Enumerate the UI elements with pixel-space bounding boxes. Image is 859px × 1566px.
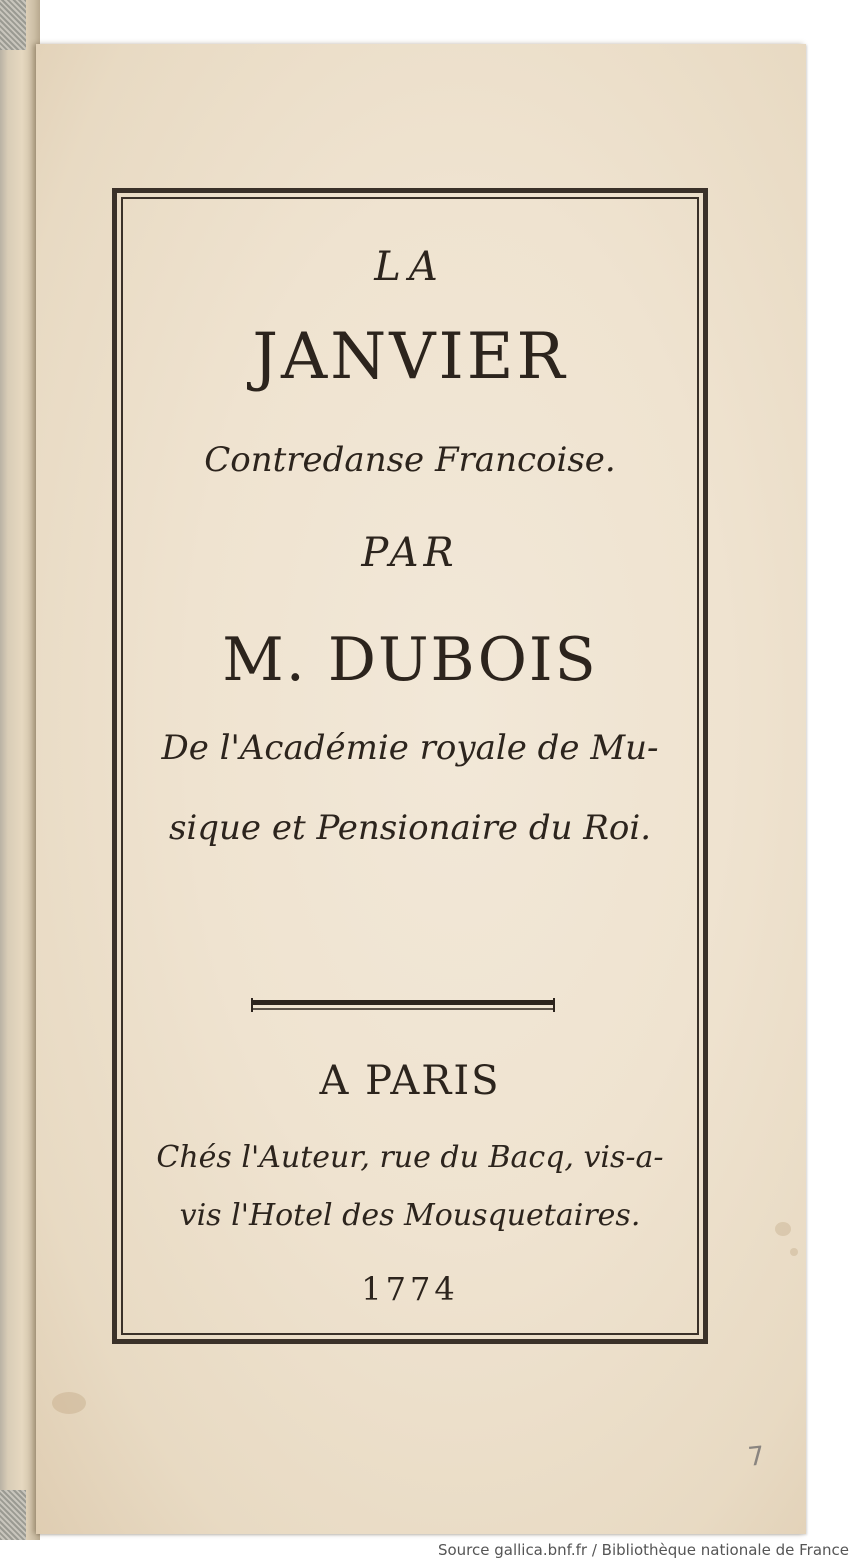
imprint-year: 1774 (361, 1270, 459, 1308)
title-main: JANVIER (252, 320, 568, 394)
book-spine (0, 0, 40, 1540)
imprint-city: A PARIS (319, 1058, 501, 1104)
title-article: LA (374, 244, 446, 290)
author-affiliation-line-1: De l'Académie royale de Mu- (161, 728, 659, 768)
spine-cloth-top (0, 0, 26, 50)
author-name: M. DUBOIS (222, 625, 598, 695)
ornamental-rule (250, 995, 556, 1015)
imprint-address-line-1: Chés l'Auteur, rue du Bacq, vis-a- (156, 1140, 664, 1175)
foxing-stain (790, 1248, 798, 1256)
foxing-stain (775, 1222, 791, 1236)
author-affiliation-line-2: sique et Pensionaire du Roi. (168, 808, 652, 848)
imprint-address-line-2: vis l'Hotel des Mousquetaires. (179, 1198, 641, 1233)
pencil-folio-mark: 7 (746, 1441, 767, 1473)
title-by: PAR (361, 530, 459, 576)
foxing-stain (52, 1392, 86, 1414)
title-subtitle: Contredanse Francoise. (204, 440, 616, 480)
source-credit: Source gallica.bnf.fr / Bibliothèque nationale de France (437, 1541, 849, 1559)
spine-cloth-bottom (0, 1490, 26, 1540)
